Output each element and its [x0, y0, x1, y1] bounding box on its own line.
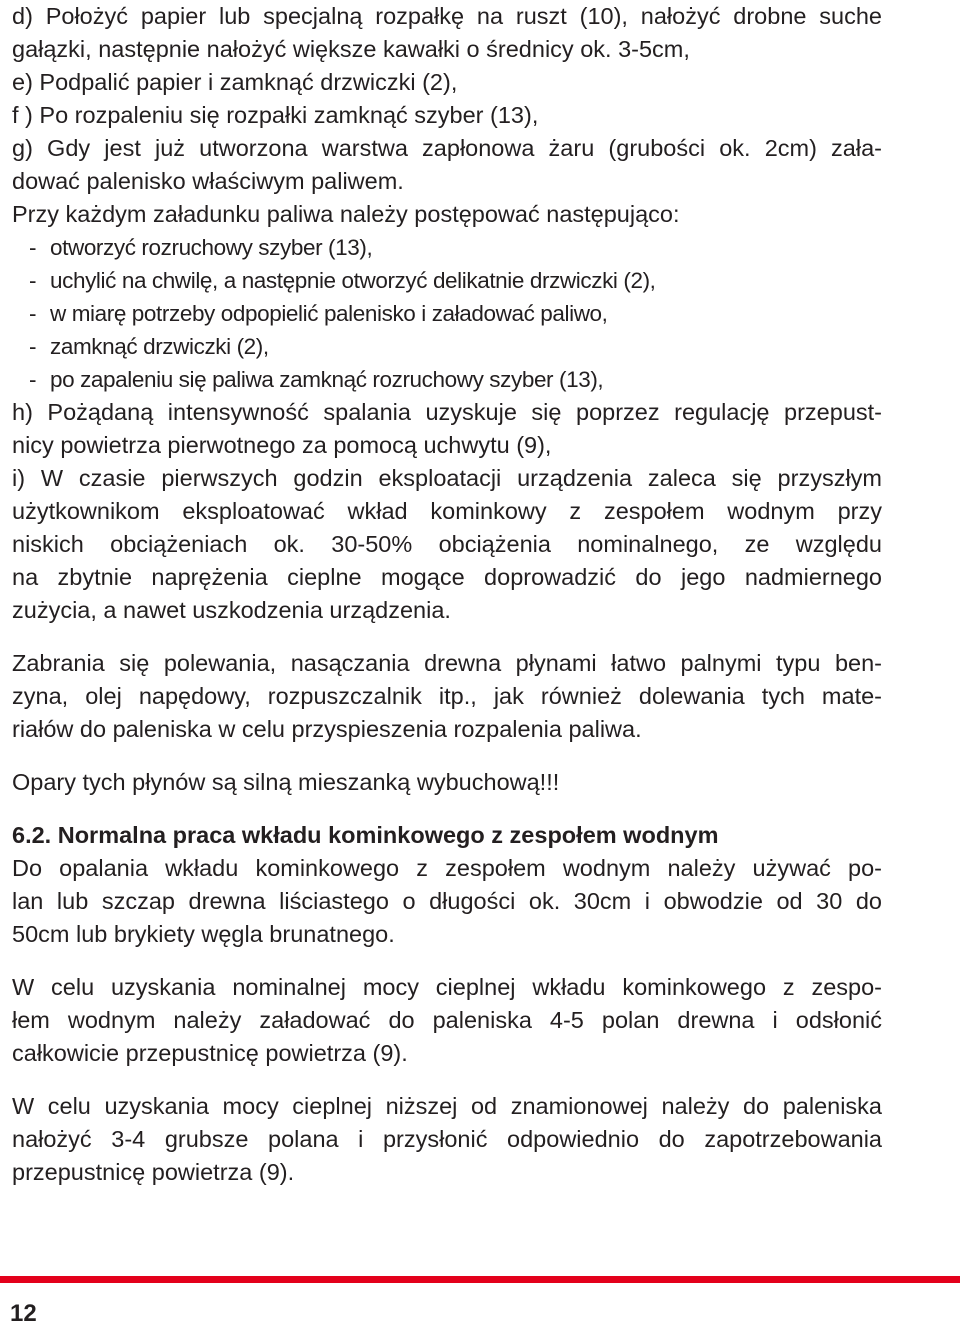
warning-line-3: riałów do paleniska w celu przyspieszenia rozpalenia paliwa. [12, 716, 642, 742]
step-i-line-5: zużycia, a nawet uszkodzenia urządzenia. [12, 597, 451, 623]
step-i-line-4: na zbytnie naprężenia cieplne mogące doprowadzić do jego nadmiernego [12, 564, 882, 590]
warning-line-1: Zabrania się polewania, nasączania drewna płynami łatwo palnymi typu ben- [12, 650, 882, 676]
section-p2-line-2: łem wodnym należy załadować do paleniska 4-5 polan drewna i odsłonić [12, 1007, 882, 1033]
step-g-line-2: dować palenisko właściwym paliwem. [12, 168, 404, 194]
step-d-line-1: d) Położyć papier lub specjalną rozpałkę na ruszt (10), nałożyć drobne suche [12, 3, 882, 29]
loading-item [12, 231, 882, 264]
section-heading: 6.2. Normalna praca wkładu kominkowego z zespołem wodnym [12, 822, 719, 848]
step-h-line-1: h) Pożądaną intensywność spalania uzyskuje się poprzez regulację przepust- [12, 399, 882, 425]
document-page [12, 0, 882, 1189]
step-g-line-1: g) Gdy jest już utworzona warstwa zapłonowa żaru (grubości ok. 2cm) zała- [12, 135, 882, 161]
dash-bullet: - [29, 235, 37, 260]
section-p1-line-3: 50cm lub brykiety węgla brunatnego. [12, 921, 395, 947]
step-i-line-1: i) W czasie pierwszych godzin eksploatacji urządzenia zaleca się przyszłym [12, 465, 882, 491]
loading-item [12, 264, 882, 297]
section-p1-line-1: Do opalania wkładu kominkowego z zespołem wodnym należy używać po- [12, 855, 882, 881]
loading-intro: Przy każdym załadunku paliwa należy postępować następująco: [12, 201, 680, 227]
step-h-line-2: nicy powietrza pierwotnego za pomocą uchwytu (9), [12, 432, 552, 458]
dash-bullet: - [29, 301, 37, 326]
section-p2-line-3: całkowicie przepustnicę powietrza (9). [12, 1040, 408, 1066]
section-6-2 [12, 819, 882, 1189]
page-number: 12 [10, 1300, 37, 1327]
section-p3-line-1: W celu uzyskania mocy cieplnej niższej od znamionowej należy do paleniska [12, 1093, 882, 1119]
explosive-warning: Opary tych płynów są silną mieszanką wybuchową!!! [12, 769, 560, 795]
dash-bullet: - [29, 334, 37, 359]
warning-line-2: zyna, olej napędowy, rozpuszczalnik itp., jak również dolewania tych mate- [12, 683, 882, 709]
steps-d-to-g [12, 0, 882, 198]
loading-item-text: po zapaleniu się paliwa zamknąć rozruchowy szyber (13), [50, 367, 604, 392]
warning-paragraph [12, 647, 882, 746]
loading-item-text: otworzyć rozruchowy szyber (13), [50, 235, 373, 260]
dash-bullet: - [29, 268, 37, 293]
loading-item [12, 330, 882, 363]
loading-item [12, 363, 882, 396]
loading-item [12, 297, 882, 330]
section-p3-line-2: nałożyć 3-4 grubsze polana i przysłonić odpowiednio do zapotrzebowania [12, 1126, 882, 1152]
section-p3-line-3: przepustnicę powietrza (9). [12, 1159, 295, 1185]
step-f: f ) Po rozpaleniu się rozpałki zamknąć szyber (13), [12, 102, 539, 128]
loading-item-text: w miarę potrzeby odpopielić palenisko i załadować paliwo, [50, 301, 608, 326]
step-i-line-2: użytkownikom eksploatować wkład kominkowy z zespołem wodnym przy [12, 498, 882, 524]
step-d-line-2: gałązki, następnie nałożyć większe kawałki o średnicy ok. 3-5cm, [12, 36, 690, 62]
step-e: e) Podpalić papier i zamknąć drzwiczki (2), [12, 69, 458, 95]
dash-bullet: - [29, 367, 37, 392]
loading-item-text: uchylić na chwilę, a następnie otworzyć delikatnie drzwiczki (2), [50, 268, 656, 293]
section-p1-line-2: lan lub szczap drewna liściastego o długości ok. 30cm i obwodzie od 30 do [12, 888, 882, 914]
steps-h-to-i [12, 396, 882, 627]
footer-accent-bar [0, 1276, 960, 1283]
section-p2-line-1: W celu uzyskania nominalnej mocy cieplnej wkładu kominkowego z zespo- [12, 974, 882, 1000]
loading-item-text: zamknąć drzwiczki (2), [50, 334, 269, 359]
loading-procedure [12, 198, 882, 396]
step-i-line-3: niskich obciążeniach ok. 30-50% obciążenia nominalnego, ze względu [12, 531, 882, 557]
